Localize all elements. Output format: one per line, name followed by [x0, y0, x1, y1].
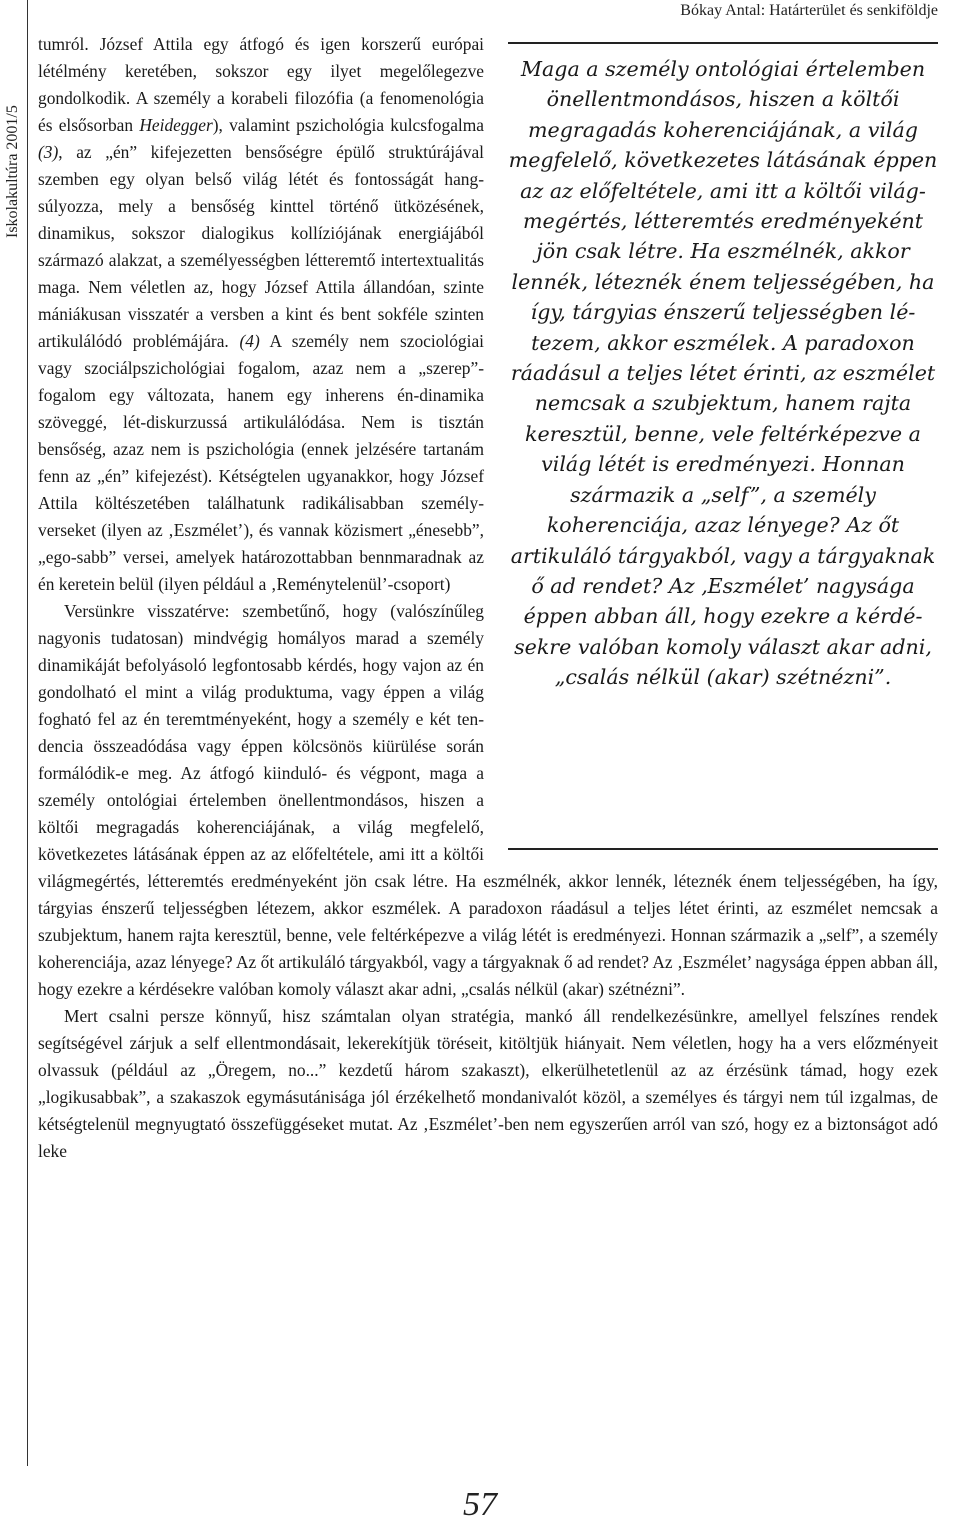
- journal-label: Iskolakultúra 2001/5: [4, 105, 21, 238]
- footnote-ref-4: (4): [239, 331, 260, 351]
- article-body: [38, 31, 938, 1165]
- page-number: 57: [463, 1486, 497, 1523]
- paragraph-1-text-e: , az „én” kifejezetten bensőségre épülő struktúrájával szemben egy olyan belső világ létét és fontosságát hangsúlyozza, mely a bensőség kinttel történő ütközésének, dinamikus, sokszor dialogikus kollíziójának energiájából származó alakzat, a személyességben létteremtő intertextualitás maga. Nem véletlen az, hogy József Attila állandóan, szinte mániákusan visszatér a versben a kint és bent sokféle szinten artikulálódó problémájára.: [38, 142, 484, 351]
- sidebar-rule: [27, 0, 28, 1466]
- running-head: Bókay Antal: Határterület és senkiföldje: [680, 2, 938, 19]
- pullquote-box: [506, 38, 938, 856]
- paragraph-1-text-g: A személy nem szociológiai vagy szociálpszichológiai fogalom, azaz nem a „szerep”-fogalom egy változata, hanem egy inherens én-dinamika szöveggé, lét-diskurzussá artikulálódása. Nem is tisztán bensőség, azaz nem is pszichológia (ennek jelzésére tartanám fenn az „én” kifejezést). Kétségtelen ugyanakkor, hogy József Attila költészetében találhatunk radikálisabban személy-verseket (ilyen az ‚Eszmélet’), és vannak közismert „énesebb”, „ego-sabb” versei, amelyek határozottabban bennmaradnak az én keretein belül (ilyen például a ‚Reménytelenül’-csoport): [38, 331, 484, 594]
- paragraph-3: Mert csalni persze könnyű, hisz számtalan olyan stratégia, mankó áll rendelkezésünkre, amellyel felszínes rendek segítségével zárjuk a self ellentmondásait, lekerekítjük töréseit, kitöltjük hiányait. Nem véletlen, hogy ha a vers előzményeit olvassuk (például az „Öregem, no...” kezdetű három szakaszt), elkerülhetetlenül az az érzésünk támad, hogy ezek „logikusabbak”, a szakaszok egymásutánisága jól érzékelhető mondanivalót közöl, a személyes és tárgyi nem túl izgalmas, de kétségtelenül megnyugtató összefüggéseket mutat. Az ‚Eszmélet’-ben nem egyszerűen arról van szó, hogy ez a biztonságot adó leke: [38, 1006, 938, 1161]
- pullquote-text: Maga a személy ontológiai értelemben önellentmondásos, hiszen a költői megragadás koherenciájának, a világ megfelelő, következetes látásának éppen az az előfeltétele, ami itt a költői világ-megértés, létteremtés eredményeként jön csak létre. Ha eszmélnék, akkor lennék, léteznék énem teljességében, ha így, tárgyias énszerű teljességben létezem, akkor eszmélek. A paradoxon ráadásul a teljes létet érinti, az eszmélet nemcsak a szubjektum, hanem rajta keresztül, benne, vele feltérképezve a világ létét is eredményezi. Honnan származik a „self”, a személy koherenciája, azaz lényege? Az őt artikuláló tárgyakból, vagy a tárgyaknak ő ad rendet? Az ‚Eszmélet’ nagysága éppen abban áll, hogy ezekre a kérdésekre valóban komoly választ akar adni, „csalás nélkül (akar) szétnézni”.: [508, 57, 938, 690]
- footnote-ref-3: (3): [38, 142, 59, 162]
- author-name-heidegger: Heidegger: [139, 115, 213, 135]
- paragraph-2: Versünkre visszatérve: szembetűnő, hogy (valószínűleg nagyonis tudatosan) mindvégig homályos marad a személy dinamikáját befolyásoló legfontosabb kérdés, hogy vajon az én gondolható el mint a világ produktuma, vagy éppen a világ fogható fel az én teremtményeként, hogy a személy e két tendencia összeadódása vagy éppen kölcsönös kiürülése során formálódik-e meg. Az átfogó kiinduló- és végpont, maga a személy ontológiai értelemben önellentmondásos, hiszen a költői megragadás koherenciájának, a világ megfelelő, következetes látásának éppen az az előfeltétele, ami itt a költői világmegértés, létteremtés eredményeként jön csak létre. Ha eszmélnék, akkor lennék, léteznék énem teljességében, ha így, tárgyias énszerű teljességben létezem, akkor eszmélek. A paradoxon ráadásul a teljes létet érinti, az eszmélet nemcsak a szubjektum, hanem rajta keresztül, benne, vele feltérképezve a világ létét is eredményezi. Honnan származik a „self”, a személy koherenciája, azaz lényege? Az őt artikuláló tárgyakból, vagy a tárgyaknak ő ad rendet? Az ‚Eszmélet’ nagysága éppen abban áll, hogy ezekre a kérdésekre valóban komoly választ akar adni, „csalás nélkül (akar) szétnézni”.: [38, 601, 938, 999]
- paragraph-1-text-a: tumról. József Attila egy átfogó és igen korszerű európai létélmény keretében, sokszor egy ilyet megelőlegezve gondolkodik. A személy a korabeli filozófia (a fenomenológia és elsősorban: [38, 34, 484, 135]
- pullquote-top-rule: [508, 42, 938, 44]
- pullquote-bottom-rule: [508, 848, 938, 850]
- paragraph-1-text-c: ), valamint pszichológia kulcsfogalma: [212, 115, 484, 135]
